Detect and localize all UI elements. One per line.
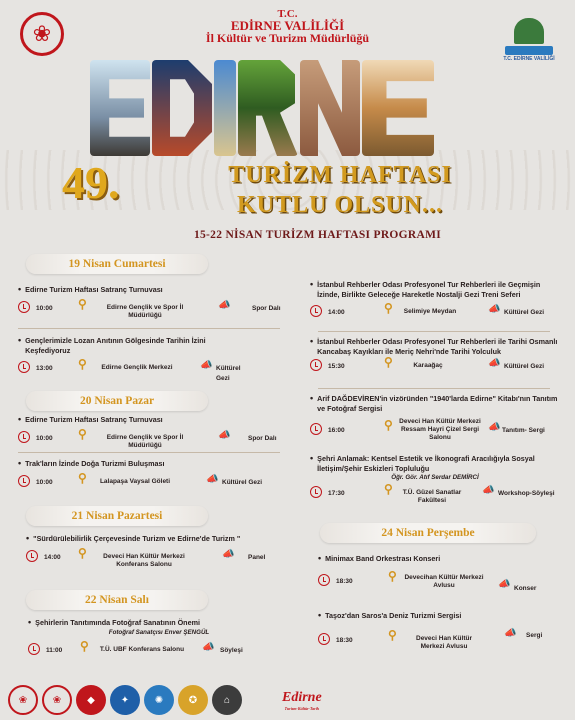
megaphone-icon: 📣 [488, 422, 501, 433]
location-pin-icon: ⚲ [384, 418, 393, 432]
ministry-footer-logo: ❀ [8, 685, 38, 715]
event-type: Workshop-Söyleşi [498, 489, 555, 497]
megaphone-icon: 📣 [202, 642, 215, 653]
event-title: Arif DAĞDEVİREN'in vizöründen "1940'larda Edirne" Kitabı'nın Tanıtım ve Fotoğraf Sergisi [317, 394, 558, 413]
location-pin-icon: ⚲ [384, 301, 393, 315]
event-type: Kültürel Gezi [504, 363, 545, 370]
mosque-silhouette-logo: ⌂ [212, 685, 242, 715]
event-title: Edirne Turizm Haftası Satranç Turnuvası [25, 285, 163, 294]
day-header-22: 22 Nisan Salı [26, 590, 208, 610]
header-valilik: EDİRNE VALİLİĞİ [230, 18, 345, 33]
event-item: • Edirne Turizm Haftası Satranç Turnuvası 10:00 ⚲ Edirne Gençlik ve Spor İl Müdürlüğü 📣 Spor Dalı [18, 284, 281, 319]
main-title [195, 160, 485, 220]
clock-icon [28, 643, 40, 655]
event-place: Deveci Han Kültür Merkezi Ressam Hayri Çizel Sergi Salonu [399, 418, 481, 441]
event-type: Sergi [526, 631, 543, 639]
clock-icon [18, 431, 30, 443]
location-pin-icon: ⚲ [78, 296, 87, 311]
location-pin-icon: ⚲ [384, 481, 393, 496]
main-title-line2: KUTLU OLSUN... [236, 192, 444, 218]
main-title-line1: TURİZM HAFTASI [228, 162, 452, 188]
event-speaker: Öğr. Gör. Atıf Serdar DEMİRCİ [391, 474, 479, 481]
event-place: Deveci Han Kültür Merkezi Konferans Salonu [103, 552, 185, 568]
clock-icon [310, 359, 322, 371]
clock-icon [318, 633, 330, 645]
event-title: İstanbul Rehberler Odası Profesyonel Tur Rehberleri ile Tarihi Osmanlı Kancabaş Kayıkları ile Meriç Nehri'nde Tarihi Yolculuk [317, 337, 558, 356]
event-item: • Arif DAĞDEVİREN'in vizöründen "1940'larda Edirne" Kitabı'nın Tanıtım ve Fotoğraf Sergisi 16:00 ⚲ Deveci Han Kültür Merkezi Ressam Hayri Çizel Sergi Salonu 📣 Tanıtım- Sergi [310, 394, 560, 445]
megaphone-icon: 📣 [498, 578, 511, 590]
event-place: Karaağaç [413, 362, 443, 369]
event-type: Panel [248, 553, 266, 561]
event-place: Edirne Gençlik Merkezi [101, 364, 173, 371]
event-time: 10:00 [36, 434, 53, 442]
location-pin-icon: ⚲ [388, 568, 397, 583]
event-place: Edirne Gençlik ve Spor İl Müdürlüğü [106, 433, 184, 449]
bridge-icon [505, 46, 553, 55]
event-title: Gençlerimizle Lozan Anıtının Gölgesinde Tarihin İzini Keşfediyoruz [25, 336, 206, 355]
guides-chamber-logo: ✪ [178, 685, 208, 715]
event-type: Söyleşi [220, 647, 243, 654]
divider [318, 331, 550, 332]
event-item: • Minimax Band Orkestrası Konseri 18:30 ⚲ Devecihan Kültür Merkezi Avlusu 📣 Konser [318, 553, 537, 592]
letter-d-photo [152, 60, 212, 156]
event-item: • Edirne Turizm Haftası Satranç Turnuvası 10:00 ⚲ Edirne Gençlik ve Spor İl Müdürlüğü 📣 Spor Dalı [18, 414, 277, 449]
event-item: • İstanbul Rehberler Odası Profesyonel Tur Rehberleri ile Tarihi Osmanlı Kancabaş Kayıkları ile Meriç Nehri'nde Tarihi Yolculuk 15:30 ⚲ Karaağaç 📣 Kültürel Gezi [310, 337, 560, 377]
header [0, 8, 575, 44]
event-type: Kültürel Gezi [222, 478, 263, 486]
event-time: 11:00 [46, 647, 63, 654]
location-pin-icon: ⚲ [80, 639, 89, 653]
day-header-19: 19 Nisan Cumartesi [26, 254, 208, 274]
header-mudurluk: İl Kültür ve Turizm Müdürlüğü [205, 31, 370, 45]
ministry-logo: ❀ [20, 12, 64, 56]
mosque-icon [514, 18, 544, 44]
event-type: Kültürel Gezi [504, 309, 545, 316]
event-title: Minimax Band Orkestrası Konseri [325, 554, 441, 563]
event-type: Konser [514, 584, 537, 592]
event-time: 10:00 [36, 478, 53, 486]
megaphone-icon: 📣 [200, 360, 213, 371]
event-title: Şehirlerin Tanıtımında Fotoğraf Sanatının Önemi [35, 618, 200, 627]
event-time: 14:00 [44, 553, 61, 561]
divider [18, 328, 280, 329]
municipality-logo: ◆ [76, 685, 106, 715]
day-header-24: 24 Nisan Perşembe [320, 523, 536, 543]
event-item: • Taşoz'dan Saros'a Deniz Turizmi Sergisi 18:30 ⚲ Deveci Han Kültür Merkezi Avlusu 📣 Sergi [318, 610, 543, 650]
clock-icon [18, 361, 30, 373]
clock-icon [310, 486, 322, 498]
event-type: Kültürel Gezi [216, 365, 241, 382]
event-time: 15:30 [328, 363, 345, 370]
header-tc: T.C. [277, 8, 298, 20]
megaphone-icon: 📣 [488, 358, 501, 369]
program-subtitle: 15-22 NİSAN TURİZM HAFTASI PROGRAMI [193, 229, 442, 241]
clock-icon [318, 574, 330, 586]
event-place: T.Ü. Güzel Sanatlar Fakültesi [402, 488, 462, 504]
event-time: 13:00 [36, 365, 53, 372]
event-item: • Şehirlerin Tanıtımında Fotoğraf Sanatının Önemi Fotoğraf Sanatçısı Enver ŞENGÜL 11:00 ⚲ T.Ü. UBF Konferans Salonu 📣 Söyleşi [28, 618, 290, 661]
clock-icon [310, 423, 322, 435]
clock-icon [310, 305, 322, 317]
event-time: 10:00 [36, 304, 53, 312]
location-pin-icon: ⚲ [384, 355, 393, 369]
event-time: 18:30 [336, 636, 353, 644]
event-time: 18:30 [336, 577, 353, 585]
event-title: Taşoz'dan Saros'a Deniz Turizmi Sergisi [325, 611, 462, 620]
event-time: 17:30 [328, 489, 345, 497]
event-title: İstanbul Rehberler Odası Profesyonel Tur Rehberleri ile Geçmişin İzinde, Birlikte Geleceğe Hareketle Nostalji Gezi Treni Seferi [317, 280, 541, 299]
clock-icon [26, 550, 38, 562]
divider [318, 388, 550, 389]
event-place: Selimiye Meydan [403, 308, 457, 315]
letter-r-photo [238, 60, 298, 156]
event-type: Spor Dalı [248, 434, 277, 442]
event-item: • Trak'ların İzinde Doğa Turizmi Buluşması 10:00 ⚲ Lalapaşa Vaysal Göleti 📣 Kültürel Gezi [18, 458, 263, 486]
event-place: Lalapaşa Vaysal Göleti [99, 477, 171, 485]
event-place: Edirne Gençlik ve Spor İl Müdürlüğü [106, 303, 184, 319]
location-pin-icon: ⚲ [388, 627, 397, 642]
letter-e2-photo [362, 60, 434, 156]
megaphone-icon: 📣 [218, 429, 231, 441]
letter-n-photo [300, 60, 360, 156]
megaphone-icon: 📣 [218, 299, 231, 311]
edirne-brand-text: Edirne [282, 689, 322, 705]
youth-sports-logo: ✺ [144, 685, 174, 715]
event-type: Tanıtım- Sergi [502, 427, 545, 434]
edirne-brand-sub: Turizm-Kültür-Tarih [284, 705, 320, 711]
megaphone-icon: 📣 [482, 484, 495, 496]
event-title: Şehri Anlamak: Kentsel Estetik ve İkonografi Aracılığıyla Sosyal İletişim/Şehir Eskizleri Topluluğu [317, 454, 535, 473]
event-title: "Sürdürülebilirlik Çerçevesinde Turizm ve Edirne'de Turizm " [33, 534, 241, 543]
megaphone-icon: 📣 [206, 473, 219, 485]
megaphone-icon: 📣 [222, 548, 235, 560]
event-time: 16:00 [328, 427, 345, 434]
event-place: T.Ü. UBF Konferans Salonu [99, 646, 185, 653]
event-place: Deveci Han Kültür Merkezi Avlusu [416, 634, 472, 650]
university-logo: ✦ [110, 685, 140, 715]
edition-number: 49. [62, 157, 120, 208]
letter-e-photo [90, 60, 150, 156]
event-item: • Gençlerimizle Lozan Anıtının Gölgesinde Tarihin İzini Keşfediyoruz 13:00 ⚲ Edirne Gençlik Merkezi 📣 Kültürel Gezi [18, 336, 248, 379]
governorship-logo-caption: T.C. EDİRNE VALİLİĞİ [503, 56, 555, 62]
location-pin-icon: ⚲ [78, 357, 87, 371]
event-time: 14:00 [328, 309, 345, 316]
letter-i-photo [214, 60, 236, 156]
clock-icon [18, 475, 30, 487]
day-header-20: 20 Nisan Pazar [26, 391, 208, 411]
edirne-brand-logo [282, 690, 322, 711]
edirne-photo-letters [90, 60, 434, 156]
megaphone-icon: 📣 [504, 627, 517, 639]
governorship-logo [503, 12, 555, 62]
day-header-21: 21 Nisan Pazartesi [26, 506, 208, 526]
location-pin-icon: ⚲ [78, 426, 87, 441]
event-item: • "Sürdürülebilirlik Çerçevesinde Turizm ve Edirne'de Turizm " 14:00 ⚲ Deveci Han Kültür Merkezi Konferans Salonu 📣 Panel [26, 533, 266, 568]
location-pin-icon: ⚲ [78, 545, 87, 560]
event-item: • Şehri Anlamak: Kentsel Estetik ve İkonografi Aracılığıyla Sosyal İletişim/Şehir Eskizleri Topluluğu Öğr. Gör. Atıf Serdar DEMİRCİ 17:30 ⚲ T.Ü. Güzel Sanatlar Fakültesi 📣 Workshop-Söyleşi [310, 454, 560, 508]
divider [18, 452, 280, 453]
clock-icon [18, 301, 30, 313]
event-title: Trak'ların İzinde Doğa Turizmi Buluşması [25, 459, 165, 468]
event-place: Devecihan Kültür Merkezi Avlusu [404, 573, 484, 589]
megaphone-icon: 📣 [488, 304, 501, 315]
location-pin-icon: ⚲ [78, 470, 87, 485]
event-type: Spor Dalı [252, 304, 281, 312]
footer-logos [8, 685, 322, 715]
event-speaker: Fotoğraf Sanatçısı Enver ŞENGÜL [108, 628, 210, 636]
provincial-directorate-logo: ❀ [42, 685, 72, 715]
event-title: Edirne Turizm Haftası Satranç Turnuvası [25, 415, 163, 424]
event-item: • İstanbul Rehberler Odası Profesyonel Tur Rehberleri ile Geçmişin İzinde, Birlikte Geleceğe Hareketle Nostalji Gezi Treni Seferi 14:00 ⚲ Selimiye Meydan 📣 Kültürel Gezi [310, 280, 560, 323]
